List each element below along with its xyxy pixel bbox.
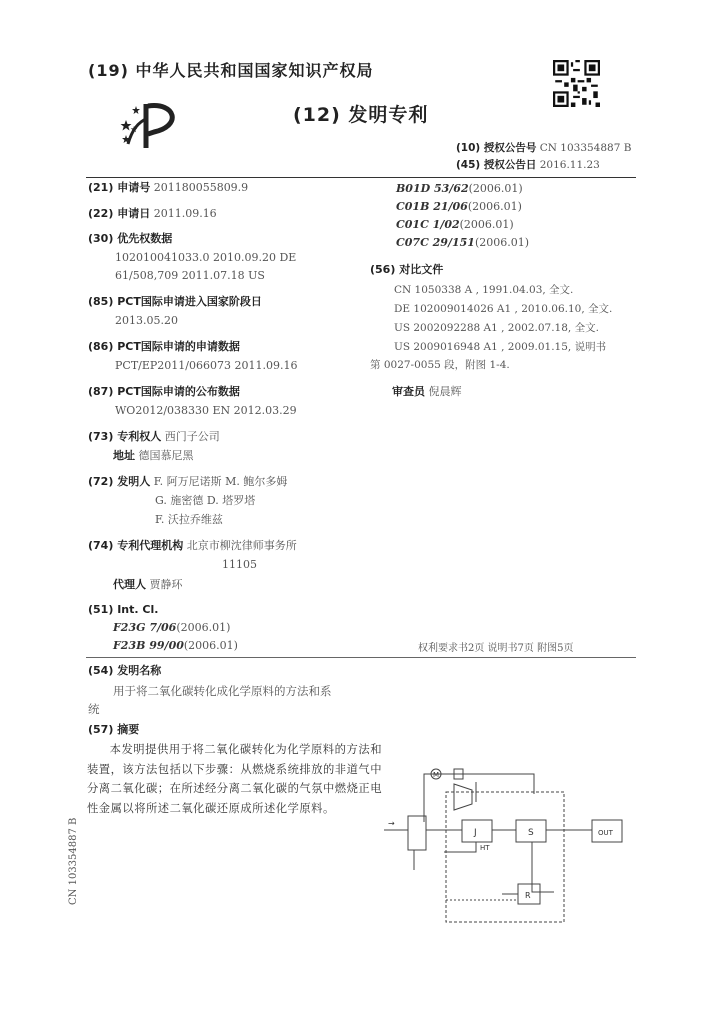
title-label: [88, 663, 161, 679]
cls-3-code: C01C 1/02: [396, 218, 460, 231]
agency-row: [88, 538, 297, 554]
inventors-line-3: F. 沃拉乔维兹: [155, 513, 223, 526]
cls-2-code: C01B 21/06: [396, 200, 468, 213]
figure-label-m: M: [433, 771, 440, 779]
abstract-label-text: (57) 摘要: [88, 723, 140, 736]
figure-enclosure: [446, 792, 564, 922]
cnipa-logo-icon: [118, 100, 182, 152]
intcl-label-text: (51) Int. Cl.: [88, 603, 159, 616]
title-label-text: (54) 发明名称: [88, 664, 162, 677]
figure-label-out: OUT: [598, 829, 613, 837]
pub-number-label: (10) 授权公告号: [456, 142, 537, 154]
priority-line-1: 102010041033.0 2010.09.20 DE: [115, 251, 297, 264]
address-value: 德国慕尼黑: [138, 449, 194, 462]
pct-app-label: [88, 339, 240, 355]
pct-pub-label-text: (87) PCT国际申请的公布数据: [88, 385, 240, 398]
pct-entry-value: 2013.05.20: [115, 314, 178, 327]
cls-1: [396, 181, 523, 197]
cls-1-ver: (2006.01): [468, 182, 523, 195]
abstract-text: 本发明提供用于将二氧化碳转化为化学原料的方法和装置，该方法包括以下步骤：从燃烧系统排放的非道气中分离二氧化碳；在所述经分离二氧化碳的气氛中燃烧正电性金属以将所述二氧化碳还原成所述化学原料。: [87, 743, 382, 815]
agency-label: (74) 专利代理机构: [88, 539, 184, 552]
figure-label-in: →: [388, 819, 395, 828]
cls-4: [396, 235, 529, 251]
ref-4: US 2009016948 A1 , 2009.01.15, 说明书: [394, 341, 607, 353]
pct-pub-value: WO2012/038330 EN 2012.03.29: [115, 404, 297, 417]
agency-value: 北京市柳沈律师事务所: [186, 539, 297, 552]
examiner-row: [392, 384, 462, 400]
pub-number-value: CN 103354887 B: [539, 142, 632, 154]
cls-3-ver: (2006.01): [459, 218, 514, 231]
inventors-label: (72) 发明人: [88, 475, 151, 488]
examiner-value: 倪晨辉: [428, 385, 462, 398]
address-row: [113, 448, 194, 464]
inventors-row: [88, 474, 287, 490]
app-date-row: [88, 206, 217, 222]
app-date-label: (22) 申请日: [88, 207, 151, 220]
pct-entry-label: [88, 294, 262, 310]
mid-divider: [86, 657, 636, 658]
figure-label-r: R: [525, 891, 531, 900]
intcl-label: [88, 602, 158, 618]
intcl-2-code: F23B 99/00: [113, 639, 184, 652]
publication-info: [456, 140, 631, 174]
priority-label: [88, 231, 172, 247]
intcl-1-code: F23G 7/06: [113, 621, 177, 634]
abstract-label: [88, 722, 139, 738]
intcl-1-ver: (2006.01): [176, 621, 231, 634]
abstract-figure: [384, 752, 634, 932]
patentee-row: [88, 429, 220, 445]
pub-date-label: (45) 授权公告日: [456, 159, 537, 171]
side-patent-number: CN 103354887 B: [68, 817, 79, 905]
patent-office-title: (19) 中华人民共和国国家知识产权局: [88, 61, 374, 80]
agency-code: 11105: [222, 558, 257, 571]
ref-4-cont: 第 0027-0055 段，附图 1-4.: [370, 359, 510, 371]
figure-turbine: [454, 784, 472, 810]
page-counts: 权利要求书2页 说明书7页 附图5页: [418, 643, 574, 654]
app-number-value: 201180055809.9: [153, 181, 249, 194]
inventors-line-2: G. 施密德 D. 塔罗塔: [155, 494, 256, 507]
pct-app-value: PCT/EP2011/066073 2011.09.16: [115, 359, 298, 372]
cls-3: [396, 217, 514, 233]
qr-code-icon: [553, 60, 600, 107]
agent-label: 代理人: [113, 578, 146, 591]
app-number-row: [88, 180, 248, 196]
address-label: 地址: [113, 449, 135, 462]
pct-pub-label: [88, 384, 240, 400]
pct-entry-label-text: (85) PCT国际申请进入国家阶段日: [88, 295, 262, 308]
ref-1: CN 1050338 A , 1991.04.03, 全文.: [394, 284, 574, 296]
figure-top-loop: [424, 774, 534, 822]
top-divider: [86, 177, 636, 178]
patentee-label: (73) 专利权人: [88, 430, 162, 443]
patentee-value: 西门子公司: [164, 430, 220, 443]
pct-app-label-text: (86) PCT国际申请的申请数据: [88, 340, 240, 353]
cls-4-ver: (2006.01): [474, 236, 530, 249]
intcl-1: [113, 620, 230, 636]
pub-date-value: 2016.11.23: [539, 159, 600, 171]
title-line-1: 用于将二氧化碳转化成化学原料的方法和系: [113, 684, 332, 698]
refs-label: [370, 262, 443, 278]
cls-1-code: B01D 53/62: [396, 182, 469, 195]
refs-label-text: (56) 对比文件: [370, 263, 444, 276]
figure-label-s: S: [528, 828, 534, 838]
priority-line-2: 61/508,709 2011.07.18 US: [115, 269, 265, 282]
figure-label-j: J: [474, 828, 477, 838]
ref-3: US 2002092288 A1 , 2002.07.18, 全文.: [394, 322, 599, 334]
document-type: (12) 发明专利: [293, 104, 429, 126]
title-line-2: 统: [88, 702, 100, 716]
priority-label-text: (30) 优先权数据: [88, 232, 173, 245]
agent-value: 贾静环: [149, 578, 183, 591]
app-date-value: 2011.09.16: [153, 207, 217, 220]
figure-block-j: [462, 820, 492, 842]
examiner-label: 审查员: [392, 385, 425, 398]
figure-boiler: [408, 816, 426, 850]
cls-2-ver: (2006.01): [467, 200, 522, 213]
app-number-label: (21) 申请号: [88, 181, 151, 194]
figure-line-4: [444, 842, 476, 852]
cls-4-code: C07C 29/151: [396, 236, 475, 249]
agent-row: [113, 577, 183, 593]
cls-2: [396, 199, 522, 215]
intcl-2: [113, 638, 238, 654]
intcl-2-ver: (2006.01): [183, 639, 238, 652]
inventors-line-1: F. 阿万尼诺斯 M. 鲍尔多姆: [153, 475, 288, 488]
ref-2: DE 102009014026 A1 , 2010.06.10, 全文.: [394, 303, 613, 315]
figure-label-ht: HT: [480, 844, 490, 852]
